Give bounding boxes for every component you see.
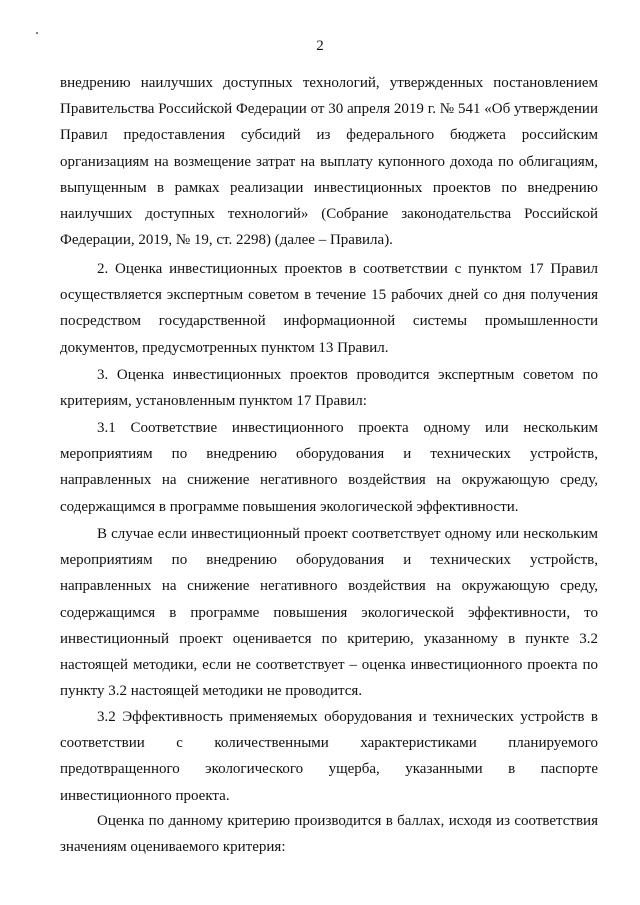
paragraph-scoring: Оценка по данному критерию производится в баллах, исходя из соответствия значениям оцениваемого критерия:	[60, 813, 598, 856]
paragraph-item-3: 3. Оценка инвестиционных проектов проводится экспертным советом по критериям, установленным пунктом 17 Правил:	[60, 367, 598, 410]
page-number: 2	[316, 38, 324, 54]
paragraph-item-3-2: 3.2 Эффективность применяемых оборудования и технических устройств в соответствии с количественными характеристиками планируемого предотвращенного экологического ущерба, указанными в паспорте инвестиционного проекта.	[60, 709, 598, 804]
paragraph-item-2: 2. Оценка инвестиционных проектов в соответствии с пунктом 17 Правил осуществляется экспертным советом в течение 15 рабочих дней со дня получения посредством государственной информационной системы промышленности документов, предусмотренных пунктом 13 Правил.	[60, 261, 598, 356]
paragraph-condition: В случае если инвестиционный проект соответствует одному или нескольким мероприятиям по внедрению оборудования и технических устройств, направленных на снижение негативного воздействия на окружающую среду, содержащимся в программе повышения экологической эффективности, то инвестиционный проект оценивается по критерию, указанному в пункте 3.2 настоящей методики, если не соответствует – оценка инвестиционного проекта по пункту 3.2 настоящей методики не проводится.	[60, 526, 598, 700]
scan-speck	[36, 32, 38, 34]
paragraph-rules-reference: внедрению наилучших доступных технологий, утвержденных постановлением Правительства Российской Федерации от 30 апреля 2019 г. № 541 «Об утверждении Правил предоставления субсидий из федерального бюджета российским организациям на возмещение затрат на выплату купонного дохода по облигациям, выпущенным в рамках реализации инвестиционных проектов по внедрению наилучших доступных технологий» (Собрание законодательства Российской Федерации, 2019, № 19, ст. 2298) (далее – Правила).	[60, 75, 598, 249]
paragraph-item-3-1: 3.1 Соответствие инвестиционного проекта одному или нескольким мероприятиям по внедрению оборудования и технических устройств, направленных на снижение негативного воздействия на окружающую среду, содержащимся в программе повышения экологической эффективности.	[60, 420, 598, 515]
